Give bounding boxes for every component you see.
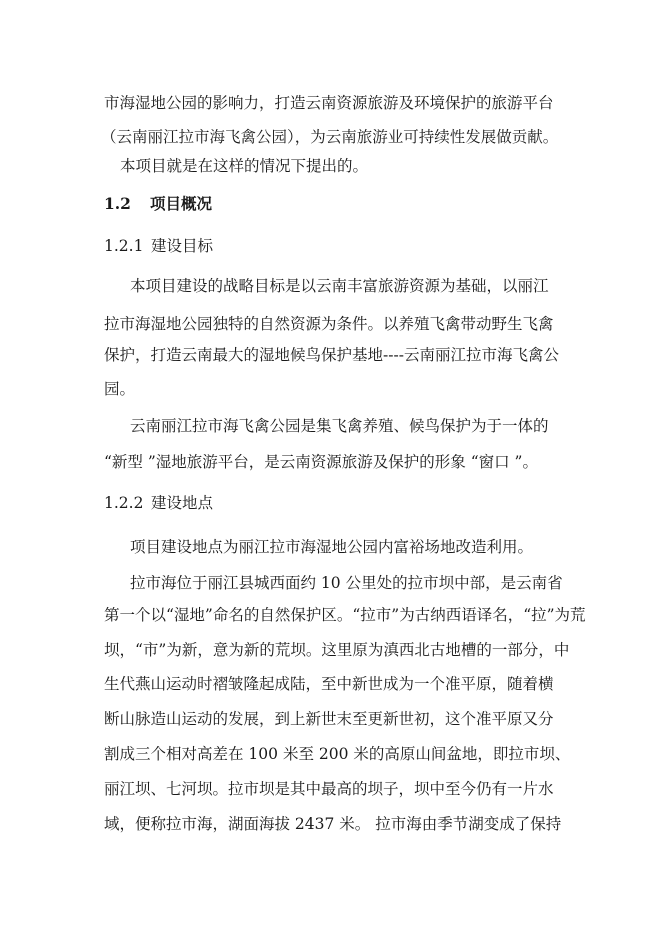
body-line: “新型 ”湿地旅游平台，是云南资源旅游及保护的形象 “窗口 ”。 <box>104 453 538 471</box>
body-line: 割成三个相对高差在 100 米至 200 米的高原山间盆地，即拉市坝、 <box>104 745 571 763</box>
body-line: 拉市海湿地公园独特的自然资源为条件。以养殖飞禽带动野生飞禽 <box>104 315 554 333</box>
body-line: 园。 <box>104 380 136 398</box>
body-line: （云南丽江拉市海飞禽公园），为云南旅游业可持续性发展做贡献。 <box>101 128 559 146</box>
body-line: 丽江坝、七河坝。拉市坝是其中最高的坝子，坝中至今仍有一片水 <box>104 780 554 798</box>
body-line: 保护，打造云南最大的湿地候鸟保护基地----云南丽江拉市海飞禽公 <box>104 346 559 364</box>
body-line: 云南丽江拉市海飞禽公园是集飞禽养殖、候鸟保护为于一体的 <box>130 417 549 435</box>
body-line: 断山脉造山运动的发展，到上新世末至更新世初，这个准平原又分 <box>104 710 554 728</box>
body-line: 第一个以“湿地”命名的自然保护区。“拉市”为古纳西语译名，“拉”为荒 <box>104 606 586 624</box>
body-line: 市海湿地公园的影响力，打造云南资源旅游及环境保护的旅游平台 <box>104 94 554 112</box>
section-title: 建设地点 <box>151 494 214 512</box>
section-heading-1-2-1 <box>104 236 213 256</box>
body-line: 项目建设地点为丽江拉市海湿地公园内富裕场地改造利用。 <box>130 538 534 556</box>
section-title: 项目概况 <box>150 194 213 213</box>
section-number: 1.2 <box>104 194 131 213</box>
body-line: 本项目就是在这样的情况下提出的。 <box>120 157 369 175</box>
section-number: 1.2.2 <box>104 494 144 512</box>
section-title: 建设目标 <box>151 237 214 255</box>
body-line: 本项目建设的战略目标是以云南丰富旅游资源为基础，以丽江 <box>130 277 549 295</box>
body-line: 域，便称拉市海，湖面海拔 2437 米。 拉市海由季节湖变成了保持 <box>104 815 562 833</box>
body-line: 生代燕山运动时褶皱隆起成陆，至中新世成为一个准平原，随着横 <box>104 675 554 693</box>
body-line: 拉市海位于丽江县城西面约 10 公里处的拉市坝中部，是云南省 <box>130 574 563 592</box>
section-heading-1-2 <box>104 194 212 214</box>
section-number: 1.2.1 <box>104 237 144 255</box>
body-line: 坝，“市”为新，意为新的荒坝。这里原为滇西北古地槽的一部分，中 <box>104 641 570 659</box>
section-heading-1-2-2 <box>104 493 213 513</box>
